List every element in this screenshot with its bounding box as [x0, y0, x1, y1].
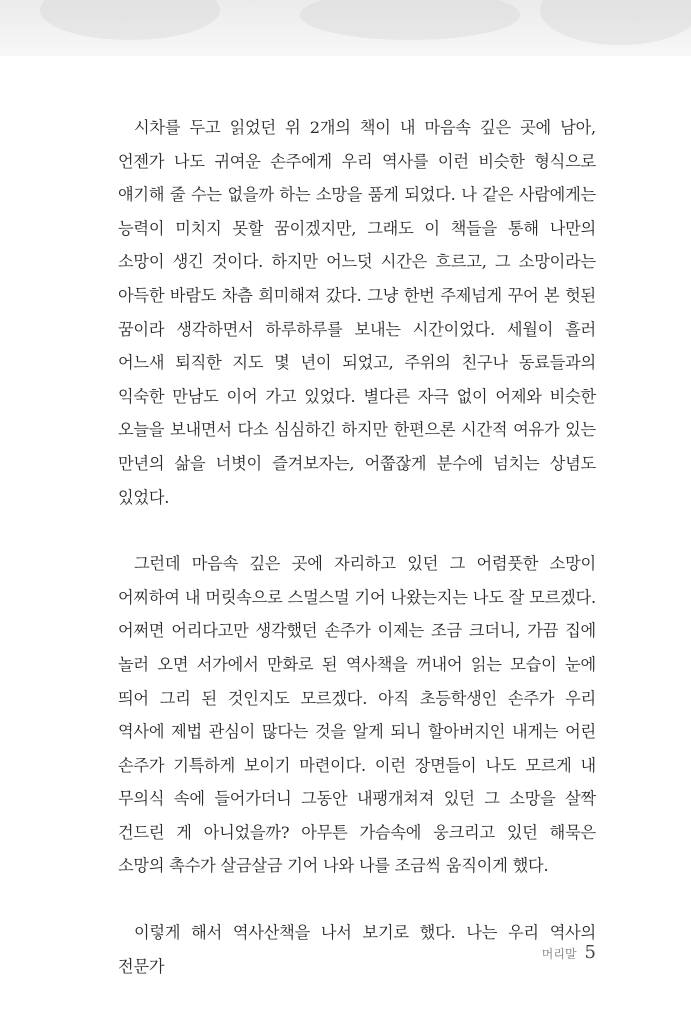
texture-smudge	[300, 0, 520, 40]
paragraph: 그런데 마음속 깊은 곳에 자리하고 있던 그 어렴풋한 소망이 어찌하여 내 머릿속으로 스멀스멀 기어 나왔는지는 나도 잘 모르겠다. 어쩌면 어리다고만 생각했던 손주가 이제는 조금 크더니, 가끔 집에 놀러 오면 서가에서 만화로 된 역사책을 꺼내어 읽는 모습이 눈에 띄어 그리 된 것인지도 모르겠다. 아직 초등학생인 손주가 우리 역사에 제법 관심이 많다는 것을 알게 되니 할아버지인 내게는 어린 손주가 기특하게 보이기 마련이다. 이런 장면들이 나도 모르게 내 무의식 속에 들어가더니 그동안 내팽개쳐져 있던 그 소망을 살짝 건드린 게 아니었을까? 아무튼 가슴속에 웅크리고 있던 해묵은 소망의 촉수가 살금살금 기어 나와 나를 조금씩 움직이게 했다.	[118, 554, 596, 876]
page-body	[118, 111, 596, 983]
section-name: 머리말	[541, 947, 577, 961]
page-number: 5	[584, 942, 596, 963]
paragraph: 이렇게 해서 역사산책을 나서 보기로 했다. 나는 우리 역사의 전문가	[118, 923, 596, 976]
texture-smudge	[40, 0, 220, 40]
page-footer	[542, 942, 596, 963]
texture-smudge	[540, 0, 691, 45]
paragraph: 시차를 두고 읽었던 위 2개의 책이 내 마음속 깊은 곳에 남아, 언젠가 나도 귀여운 손주에게 우리 역사를 이런 비슷한 형식으로 얘기해 줄 수는 없을까 하는 소망을 품게 되었다. 나 같은 사람에게는 능력이 미치지 못할 꿈이겠지만, 그래도 이 책들을 통해 나만의 소망이 생긴 것이다. 하지만 어느덧 시간은 흐르고, 그 소망이라는 아득한 바람도 차츰 희미해져 갔다. 그냥 한번 주제넘게 꾸어 본 헛된 꿈이라 생각하면서 하루하루를 보내는 시간이었다. 세월이 흘러 어느새 퇴직한 지도 몇 년이 되었고, 주위의 친구나 동료들과의 익숙한 만남도 이어 가고 있었다. 별다른 자극 없이 어제와 비슷한 오늘을 보내면서 다소 심심하긴 하지만 한편으론 시간적 여유가 있는 만년의 삶을 너볏이 즐겨보자는, 어쭙잖게 분수에 넘치는 상념도 있었다.	[118, 118, 596, 507]
page-header-band	[0, 0, 691, 56]
